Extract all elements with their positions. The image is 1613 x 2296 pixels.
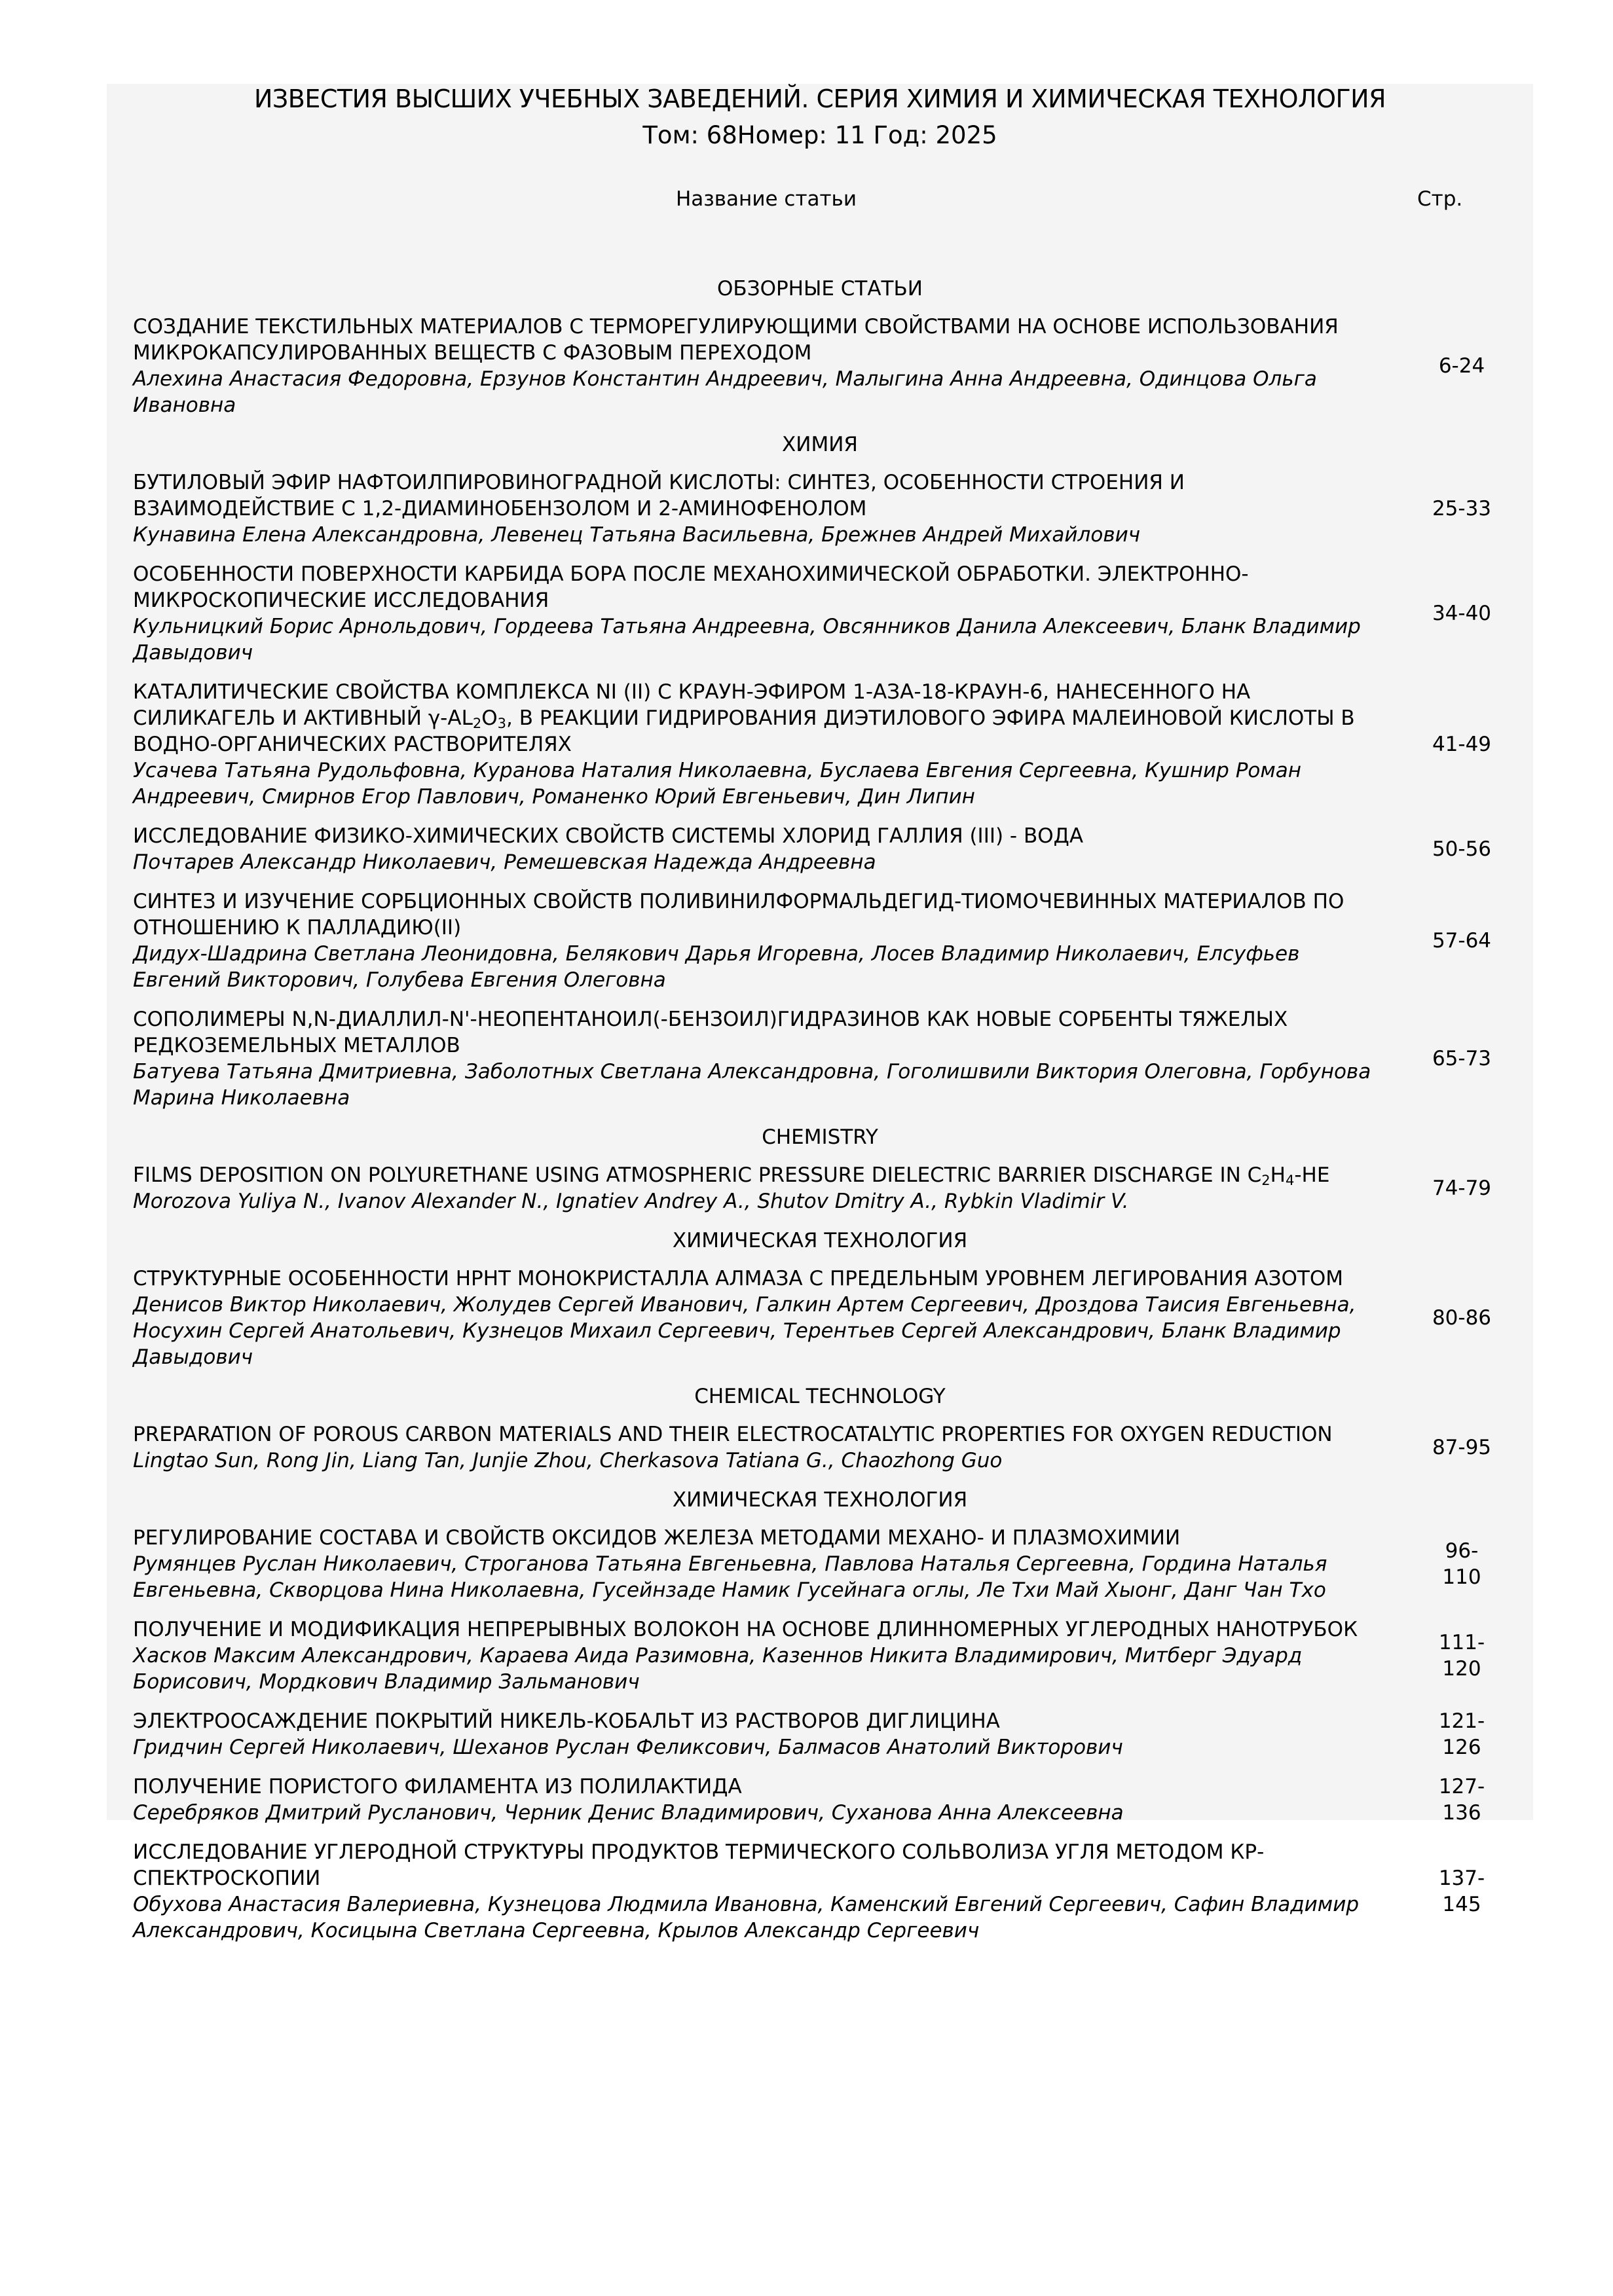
article-authors: Денисов Виктор Николаевич, Жолудев Сергей Иванович, Галкин Артем Сергеевич, Дроздова Таисия Евгеньевна, Носухин Сергей Анатольевич, Кузнецов Михаил Сергеевич, Терентьев Сергей Александрович, Бланк Владимир Давыдович [133, 1293, 1356, 1369]
page-range: 80-86 [1432, 1306, 1492, 1330]
article-title[interactable] [133, 1162, 1390, 1188]
article-body [107, 1708, 1390, 1760]
article-title[interactable]: ИССЛЕДОВАНИЕ ФИЗИКО-ХИМИЧЕСКИХ СВОЙСТВ СИСТЕМЫ ХЛОРИД ГАЛЛИЯ (III) - ВОДА [133, 824, 1084, 848]
article-authors: Почтарев Александр Николаевич, Ремешевская Надежда Андреевна [133, 850, 876, 874]
article-row[interactable] [107, 561, 1533, 666]
article-authors: Lingtao Sun, Rong Jin, Liang Tan, Junjie Zhou, Cherkasova Tatiana G., Chaozhong Guo [133, 1449, 1003, 1472]
article-authors: Кунавина Елена Александровна, Левенец Татьяна Васильевна, Брежнев Андрей Михайлович [133, 523, 1141, 547]
page-range: 25-33 [1432, 497, 1492, 520]
article-title[interactable]: ОСОБЕННОСТИ ПОВЕРХНОСТИ КАРБИДА БОРА ПОСЛЕ МЕХАНОХИМИЧЕСКОЙ ОБРАБОТКИ. ЭЛЕКТРОННО-МИКРОСКОПИЧЕСКИЕ ИССЛЕДОВАНИЯ [133, 562, 1249, 612]
article-authors: Батуева Татьяна Дмитриевна, Заболотных Светлана Александровна, Гоголишвили Виктория Олеговна, Горбунова Марина Николаевна [133, 1060, 1371, 1110]
title-text: -HE [1294, 1163, 1330, 1187]
article-row[interactable] [107, 1839, 1533, 1944]
article-title[interactable]: ПОЛУЧЕНИЕ И МОДИФИКАЦИЯ НЕПРЕРЫВНЫХ ВОЛОКОН НА ОСНОВЕ ДЛИННОМЕРНЫХ УГЛЕРОДНЫХ НАНОТРУБОК [133, 1618, 1358, 1641]
contents-sheet [107, 84, 1533, 1942]
article-title[interactable]: СТРУКТУРНЫЕ ОСОБЕННОСТИ HPHT МОНОКРИСТАЛЛА АЛМАЗА С ПРЕДЕЛЬНЫМ УРОВНЕМ ЛЕГИРОВАНИЯ АЗОТОМ [133, 1267, 1343, 1290]
article-authors: Дидух-Шадрина Светлана Леонидовна, Белякович Дарья Игоревна, Лосев Владимир Николаевич, Елсуфьев Евгений Викторович, Голубева Евгения Олеговна [133, 942, 1300, 992]
article-body [107, 1421, 1390, 1474]
section-heading: CHEMISTRY [762, 1125, 878, 1149]
section-heading: ХИМИЧЕСКАЯ ТЕХНОЛОГИЯ [672, 1488, 968, 1512]
article-row[interactable] [107, 1266, 1533, 1370]
article-row[interactable] [107, 1162, 1533, 1214]
column-header-title: Название статьи [676, 187, 857, 211]
article-body [107, 823, 1390, 875]
article-title[interactable]: СОЗДАНИЕ ТЕКСТИЛЬНЫХ МАТЕРИАЛОВ С ТЕРМОРЕГУЛИРУЮЩИМИ СВОЙСТВАМИ НА ОСНОВЕ ИСПОЛЬЗОВАНИЯ МИКРОКАПСУЛИРОВАННЫХ ВЕЩЕСТВ С ФАЗОВЫМ ПЕРЕХОДОМ [133, 315, 1339, 365]
subscript: 3 [497, 716, 506, 731]
article-title[interactable]: ЭЛЕКТРООСАЖДЕНИЕ ПОКРЫТИЙ НИКЕЛЬ-КОБАЛЬТ ИЗ РАСТВОРОВ ДИГЛИЦИНА [133, 1709, 1000, 1733]
article-body [107, 1006, 1390, 1111]
title-text: КАТАЛИТИЧЕСКИЕ СВОЙСТВА КОМПЛЕКСА NI (II) С КРАУН-ЭФИРОМ 1-АЗА-18-КРАУН-6, НАНЕСЕННОГО НА СИЛИКАГЕЛЬ И АКТИВНЫЙ γ-AL [133, 680, 1251, 730]
article-row[interactable] [107, 679, 1533, 810]
page-range: 57-64 [1432, 929, 1492, 953]
page-range: 111- 120 [1438, 1631, 1485, 1681]
article-title[interactable]: ИССЛЕДОВАНИЕ УГЛЕРОДНОЙ СТРУКТУРЫ ПРОДУКТОВ ТЕРМИЧЕСКОГО СОЛЬВОЛИЗА УГЛЯ МЕТОДОМ КР-СПЕКТРОСКОПИИ [133, 1840, 1265, 1890]
section-heading: ОБЗОРНЫЕ СТАТЬИ [717, 277, 923, 301]
article-body [107, 469, 1390, 548]
title-text: FILMS DEPOSITION ON POLYURETHANE USING ATMOSPHERIC PRESSURE DIELECTRIC BARRIER DISCHARGE IN C [133, 1163, 1262, 1187]
title-text: O [481, 706, 498, 730]
page-range: 137- 145 [1438, 1867, 1485, 1916]
page-range: 6-24 [1438, 354, 1485, 378]
page-range: 34-40 [1432, 602, 1492, 625]
page-range: 87-95 [1432, 1436, 1492, 1459]
page-range: 74-79 [1432, 1176, 1492, 1200]
article-title[interactable]: БУТИЛОВЫЙ ЭФИР НАФТОИЛПИРОВИНОГРАДНОЙ КИСЛОТЫ: СИНТЕЗ, ОСОБЕННОСТИ СТРОЕНИЯ И ВЗАИМОДЕЙСТВИЕ С 1,2-ДИАМИНОБЕНЗОЛОМ И 2-АМИНОФЕНОЛОМ [133, 471, 1185, 520]
article-body [107, 888, 1390, 993]
article-authors: Обухова Анастасия Валериевна, Кузнецова Людмила Ивановна, Каменский Евгений Сергеевич, Сафин Владимир Александрович, Косицына Светлана Сергеевна, Крылов Александр Сергеевич [133, 1893, 1360, 1942]
page-range: 50-56 [1432, 837, 1492, 861]
article-title[interactable]: РЕГУЛИРОВАНИЕ СОСТАВА И СВОЙСТВ ОКСИДОВ ЖЕЛЕЗА МЕТОДАМИ МЕХАНО- И ПЛАЗМОХИМИИ [133, 1526, 1181, 1550]
column-header-page: Стр. [1417, 187, 1463, 211]
article-row[interactable] [107, 1616, 1533, 1695]
article-body [107, 1162, 1390, 1214]
title-text: , В РЕАКЦИИ ГИДРИРОВАНИЯ ДИЭТИЛОВОГО ЭФИРА МАЛЕИНОВОЙ КИСЛОТЫ В ВОДНО-ОРГАНИЧЕСКИХ РАСТВОРИТЕЛЯХ [133, 706, 1355, 756]
article-authors: Серебряков Дмитрий Русланович, Черник Денис Владимирович, Суханова Анна Алексеевна [133, 1801, 1124, 1825]
article-body [107, 1774, 1390, 1826]
article-body [107, 561, 1390, 666]
article-authors: Румянцев Руслан Николаевич, Строганова Татьяна Евгеньевна, Павлова Наталья Сергеевна, Гордина Наталья Евгеньевна, Скворцова Нина Николаевна, Гусейнзаде Намик Гусейнага оглы, Ле Тхи Май Хыонг, Данг Чан Тхо [133, 1552, 1327, 1602]
article-row[interactable] [107, 1708, 1533, 1760]
article-body [107, 1266, 1390, 1370]
article-authors: Morozova Yuliya N., Ivanov Alexander N., Ignatiev Andrey A., Shutov Dmitry A., Rybkin Vladimir V. [133, 1190, 1129, 1213]
section-heading: ХИМИЧЕСКАЯ ТЕХНОЛОГИЯ [672, 1229, 968, 1252]
subscript: 4 [1285, 1173, 1295, 1188]
article-row[interactable] [107, 1421, 1533, 1474]
article-authors: Кульницкий Борис Арнольдович, Гордеева Татьяна Андреевна, Овсянников Данила Алексеевич, Бланк Владимир Давыдович [133, 615, 1361, 665]
article-row[interactable] [107, 1525, 1533, 1603]
subscript: 2 [472, 716, 482, 731]
article-row[interactable] [107, 469, 1533, 548]
journal-title: ИЗВЕСТИЯ ВЫСШИХ УЧЕБНЫХ ЗАВЕДЕНИЙ. СЕРИЯ ХИМИЯ И ХИМИЧЕСКАЯ ТЕХНОЛОГИЯ [253, 84, 1386, 113]
article-authors: Усачева Татьяна Рудольфовна, Куранова Наталия Николаевна, Буслаева Евгения Сергеевна, Кушнир Роман Андреевич, Смирнов Егор Павлович, Романенко Юрий Евгеньевич, Дин Липин [133, 759, 1302, 809]
article-row[interactable] [107, 1006, 1533, 1111]
article-authors: Гридчин Сергей Николаевич, Шеханов Руслан Феликсович, Балмасов Анатолий Викторович [133, 1736, 1123, 1759]
page-range: 65-73 [1432, 1047, 1492, 1070]
article-body [107, 1616, 1390, 1695]
section-heading: CHEMICAL TECHNOLOGY [694, 1385, 946, 1408]
article-row[interactable] [107, 1774, 1533, 1826]
article-row[interactable] [107, 823, 1533, 875]
article-title[interactable]: ПОЛУЧЕНИЕ ПОРИСТОГО ФИЛАМЕНТА ИЗ ПОЛИЛАКТИДА [133, 1775, 742, 1798]
issue-info: Том: 68Номер: 11 Год: 2025 [642, 121, 997, 149]
article-row[interactable] [107, 314, 1533, 418]
article-body [107, 1839, 1390, 1944]
article-row[interactable] [107, 888, 1533, 993]
article-title[interactable]: СОПОЛИМЕРЫ N,N-ДИАЛЛИЛ-N'-НЕОПЕНТАНОИЛ(-БЕНЗОИЛ)ГИДРАЗИНОВ КАК НОВЫЕ СОРБЕНТЫ ТЯЖЕЛЫХ РЕДКОЗЕМЕЛЬНЫХ МЕТАЛЛОВ [133, 1008, 1288, 1057]
article-authors: Хасков Максим Александрович, Караева Аида Разимовна, Казеннов Никита Владимирович, Митберг Эдуард Борисович, Мордкович Владимир Зальманович [133, 1644, 1303, 1694]
article-body [107, 679, 1390, 810]
article-body [107, 1525, 1390, 1603]
section-heading: ХИМИЯ [782, 433, 858, 456]
page-range: 127- 136 [1438, 1775, 1485, 1825]
title-text: H [1270, 1163, 1286, 1187]
table-of-contents [107, 276, 1533, 1957]
page-range: 41-49 [1432, 733, 1492, 756]
article-title[interactable] [133, 679, 1390, 757]
subscript: 2 [1261, 1173, 1270, 1188]
article-title[interactable]: PREPARATION OF POROUS CARBON MATERIALS AND THEIR ELECTROCATALYTIC PROPERTIES FOR OXYGEN REDUCTION [133, 1423, 1333, 1446]
article-body [107, 314, 1390, 418]
article-authors: Алехина Анастасия Федоровна, Ерзунов Константин Андреевич, Малыгина Анна Андреевна, Одинцова Ольга Ивановна [133, 367, 1317, 417]
article-title[interactable]: СИНТЕЗ И ИЗУЧЕНИЕ СОРБЦИОННЫХ СВОЙСТВ ПОЛИВИНИЛФОРМАЛЬДЕГИД-ТИОМОЧЕВИННЫХ МАТЕРИАЛОВ ПО ОТНОШЕНИЮ К ПАЛЛАДИЮ(II) [133, 890, 1344, 939]
page-range: 121- 126 [1438, 1709, 1485, 1759]
page-range: 96- 110 [1442, 1539, 1481, 1589]
